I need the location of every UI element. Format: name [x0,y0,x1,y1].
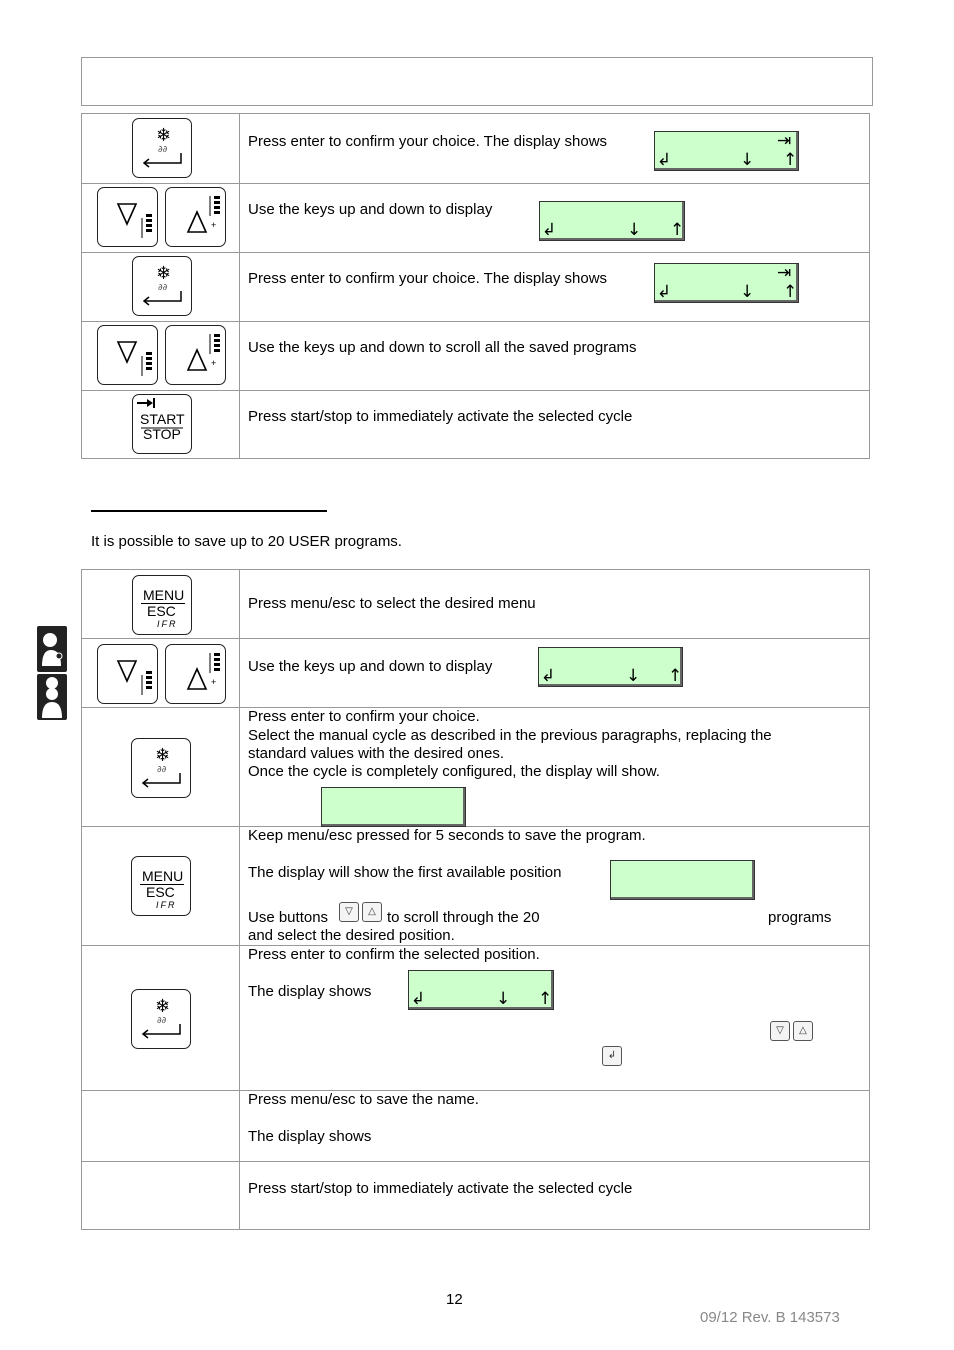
step-text: to scroll through the 20 [387,909,540,926]
stop-label: STOP [143,426,181,442]
step-text: The display shows [248,1128,372,1145]
up-mini-icon: △ [362,902,382,922]
enter-snowflake-icon [132,739,192,799]
down-key[interactable] [97,325,158,385]
step-text: Select the manual cycle as described in the previous paragraphs, replacing the [248,727,772,744]
start-label: START [140,411,185,427]
svg-text:+: + [211,220,217,230]
step-text: Press enter to confirm the selected position. [248,946,540,963]
step-text: Keep menu/esc pressed for 5 seconds to save the program. [248,827,646,844]
up-mini-icon: △ [793,1021,813,1041]
svg-text:∂∂: ∂∂ [157,765,167,775]
start-stop-key[interactable] [132,394,192,454]
step-text: Press start/stop to immediately activate the selected cycle [248,1180,633,1197]
down-mini-icon: ▽ [339,902,359,922]
lcd-display [654,263,799,303]
enter-arrow: ↲ [411,989,426,1009]
down-triangle-icon [98,188,159,248]
up-key[interactable] [165,325,226,385]
lcd-display [538,647,683,687]
down-arrow: ↓ [740,150,755,170]
enter-arrow: ↲ [657,282,672,302]
cook-side-tab [37,674,67,720]
esc-label: ESC [147,603,176,619]
up-triangle-icon [166,188,227,248]
step-text: Press menu/esc to save the name. [248,1091,479,1108]
up-key[interactable] [165,187,226,247]
enter-mini-icon: ↲ [602,1046,622,1066]
step-text: Once the cycle is completely configured, the display will show. [248,763,660,780]
step-text: and select the desired position. [248,927,455,944]
down-arrow: ↓ [496,989,511,1009]
enter-arrow: ↲ [542,220,557,240]
ifr-label: IFR [156,900,177,910]
step-text: The display will show the first available position [248,864,562,881]
page-number: 12 [446,1291,463,1308]
menu-label: MENU [143,587,185,603]
down-arrow: ↓ [626,666,641,686]
down-triangle-icon [98,645,159,705]
enter-snowflake-icon [133,257,193,317]
up-key[interactable] [165,644,226,704]
revision-label: 09/12 Rev. B 143573 [700,1309,840,1326]
up-arrow: ↑ [783,150,798,170]
step-text: Use the keys up and down to display [248,201,493,218]
cook-hat-icon [37,674,67,720]
right-tab-arrow: ⇥ [777,131,792,151]
step-text: programs [768,909,832,926]
svg-text:∂∂: ∂∂ [158,283,168,293]
svg-text:+: + [211,358,217,368]
up-arrow: ↑ [670,220,685,240]
enter-snowflake-icon [133,119,193,179]
down-arrow: ↓ [627,220,642,240]
step-text: Press enter to confirm your choice. The display shows [248,133,608,150]
esc-label: ESC [146,884,175,900]
header-box [81,57,873,106]
step-text: Press enter to confirm your choice. The display shows [248,270,608,287]
lcd-display [654,131,799,171]
ifr-label: IFR [157,619,178,629]
up-triangle-icon [166,645,227,705]
svg-text:∂∂: ∂∂ [157,1016,167,1026]
enter-snowflake-icon [132,990,192,1050]
lcd-display [408,970,554,1010]
down-mini-icon: ▽ [770,1021,790,1041]
lcd-display [321,787,466,827]
step-text: Use the keys up and down to display [248,658,493,675]
up-arrow: ↑ [783,282,798,302]
svg-text:❄: ❄ [155,745,171,766]
down-key[interactable] [97,187,158,247]
svg-text:+: + [211,677,217,687]
menu-label: MENU [142,868,184,884]
up-arrow: ↑ [668,666,683,686]
down-triangle-icon [98,326,159,386]
step-text: Use the keys up and down to scroll all the saved programs [248,339,637,356]
right-tab-arrow: ⇥ [777,263,792,283]
svg-text:∂∂: ∂∂ [158,145,168,155]
step-text: standard values with the desired ones. [248,745,504,762]
enter-arrow: ↲ [541,666,556,686]
section-heading-underline [91,510,327,512]
svg-text:❄: ❄ [156,263,172,284]
menu-esc-key[interactable] [132,575,192,635]
lcd-display [610,860,755,900]
step-text: Press menu/esc to select the desired menu [248,595,536,612]
step-text: Press start/stop to immediately activate the selected cycle [248,408,633,425]
svg-text:❄: ❄ [156,125,172,146]
lcd-display [539,201,685,241]
step-text: Use buttons [248,909,329,926]
down-arrow: ↓ [740,282,755,302]
intro-text: It is possible to save up to 20 USER programs. [91,533,402,550]
enter-key[interactable] [132,256,192,316]
enter-arrow: ↲ [657,150,672,170]
step-text: Press enter to confirm your choice. [248,708,480,725]
step-text: The display shows [248,983,372,1000]
enter-key[interactable] [132,118,192,178]
up-triangle-icon [166,326,227,386]
svg-text:❄: ❄ [155,996,171,1017]
up-arrow: ↑ [538,989,553,1009]
chef-side-tab [37,626,67,672]
down-key[interactable] [97,644,158,704]
enter-key[interactable] [131,738,191,798]
menu-esc-key[interactable] [131,856,191,916]
enter-key[interactable] [131,989,191,1049]
chef-icon [37,626,67,672]
